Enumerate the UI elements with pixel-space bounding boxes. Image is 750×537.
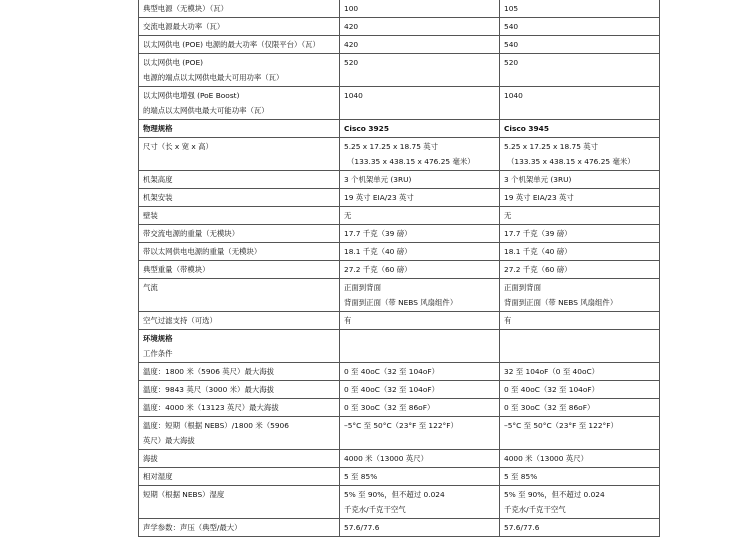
table-row — [139, 0, 660, 18]
cisco-3945-value-cell — [500, 330, 660, 363]
row-label: 带交流电源的重量（无模块） — [143, 229, 240, 238]
cisco-3945-value-cell — [500, 225, 660, 243]
cisco-3925-value: 420 — [344, 40, 359, 49]
table-row — [139, 207, 660, 225]
cisco-3925-value: Cisco 3925 — [344, 124, 389, 133]
cisco-3945-value-cell — [500, 363, 660, 381]
cisco-3945-value: 5% 至 90%，但不超过 0.024 — [504, 490, 605, 499]
cisco-3925-value-cell — [340, 399, 500, 417]
row-label: 以太网供电 (POE) 电源的最大功率（仅限平台）（瓦） — [143, 40, 320, 49]
cisco-3925-value-cell — [340, 36, 500, 54]
cisco-3945-value: –5°C 至 50°C（23°F 至 122°F） — [504, 421, 618, 430]
table-row — [139, 138, 660, 171]
cisco-3945-value-cell — [500, 312, 660, 330]
cisco-3945-value-cell — [500, 87, 660, 120]
row-label-cell — [139, 54, 340, 87]
cisco-3925-value-cell — [340, 279, 500, 312]
cisco-3925-value-cell — [340, 225, 500, 243]
cisco-3925-value: 0 至 40oC（32 至 104oF） — [344, 385, 440, 394]
row-label: 典型电源（无模块）（瓦） — [143, 4, 228, 13]
cisco-3945-value-cell — [500, 18, 660, 36]
cisco-3945-value: 5.25 x 17.25 x 18.75 英寸 — [504, 142, 599, 151]
cisco-3925-value: 有 — [344, 316, 352, 325]
cisco-3945-value-cell — [500, 189, 660, 207]
row-label: 带以太网供电电源的重量（无模块） — [143, 247, 262, 256]
row-label-cell — [139, 243, 340, 261]
cisco-3925-value: 1040 — [344, 91, 363, 100]
cisco-3925-value: 0 至 30oC（32 至 86oF） — [344, 403, 435, 412]
cisco-3945-value-cell — [500, 399, 660, 417]
cisco-3925-value-cell — [340, 243, 500, 261]
table-row — [139, 399, 660, 417]
cisco-3945-value: 5 至 85% — [504, 472, 538, 481]
cisco-3925-value: 无 — [344, 211, 352, 220]
cisco-3925-value-cell — [340, 312, 500, 330]
table-row — [139, 450, 660, 468]
cisco-3945-value-cell — [500, 0, 660, 18]
row-label: 英尺）最大海拔 — [143, 436, 195, 445]
cisco-3925-value: 正面到背面 — [344, 283, 381, 292]
cisco-3925-value-cell — [340, 519, 500, 537]
table-row — [139, 87, 660, 120]
row-label: 壁装 — [143, 211, 158, 220]
cisco-3945-value-cell — [500, 417, 660, 450]
cisco-3925-value-cell — [340, 381, 500, 399]
cisco-3945-value-cell — [500, 486, 660, 519]
row-label: 以太网供电 (POE) — [143, 58, 204, 67]
row-label: 物理规格 — [143, 124, 173, 133]
cisco-3945-value: 背面到正面（带 NEBS 风扇组件） — [504, 298, 618, 307]
table-row — [139, 171, 660, 189]
cisco-3945-value-cell — [500, 261, 660, 279]
row-label-cell — [139, 0, 340, 18]
table-row — [139, 417, 660, 450]
row-label-cell — [139, 225, 340, 243]
cisco-3945-value: 540 — [504, 22, 519, 31]
column-header-row — [139, 120, 660, 138]
cisco-3925-value-cell — [340, 330, 500, 363]
cisco-3945-value: 4000 米（13000 英尺） — [504, 454, 588, 463]
cisco-3925-value: 3 个机架单元 (3RU) — [344, 175, 412, 184]
cisco-3925-value-cell — [340, 417, 500, 450]
cisco-3925-value-cell — [340, 363, 500, 381]
row-label-cell — [139, 18, 340, 36]
cisco-3945-value-cell — [500, 519, 660, 537]
table-row — [139, 486, 660, 519]
cisco-3925-value: 5% 至 90%，但不超过 0.024 — [344, 490, 445, 499]
cisco-3945-value-cell — [500, 120, 660, 138]
cisco-3945-value: 27.2 千克（60 磅） — [504, 265, 572, 274]
cisco-3925-value: 0 至 40oC（32 至 104oF） — [344, 367, 440, 376]
spec-table-body — [139, 0, 660, 537]
row-label: 气流 — [143, 283, 158, 292]
row-label-cell — [139, 312, 340, 330]
row-label: 机架高度 — [143, 175, 173, 184]
row-label: 温度：9843 英尺（3000 米）最大海拔 — [143, 385, 275, 394]
row-label-cell — [139, 381, 340, 399]
table-row — [139, 519, 660, 537]
cisco-3945-value: 1040 — [504, 91, 523, 100]
cisco-3925-value: 19 英寸 EIA/23 英寸 — [344, 193, 414, 202]
cisco-3925-value: 5.25 x 17.25 x 18.75 英寸 — [344, 142, 439, 151]
cisco-3945-value-cell — [500, 381, 660, 399]
row-label: 尺寸（长 x 宽 x 高） — [143, 142, 213, 151]
cisco-3925-value-cell — [340, 171, 500, 189]
cisco-3945-value: 32 至 104oF（0 至 40oC） — [504, 367, 600, 376]
cisco-3925-value-cell — [340, 18, 500, 36]
table-row — [139, 243, 660, 261]
cisco-3925-value-cell — [340, 450, 500, 468]
cisco-3925-value: （133.35 x 438.15 x 476.25 毫米） — [347, 157, 475, 166]
row-label-cell — [139, 36, 340, 54]
table-row — [139, 189, 660, 207]
cisco-3945-value: 0 至 40oC（32 至 104oF） — [504, 385, 600, 394]
cisco-3945-value: 0 至 30oC（32 至 86oF） — [504, 403, 595, 412]
cisco-3945-value: 17.7 千克（39 磅） — [504, 229, 572, 238]
row-label: 海拔 — [143, 454, 158, 463]
cisco-3945-value: 无 — [504, 211, 512, 220]
row-label: 以太网供电增强 (PoE Boost) — [143, 91, 240, 100]
row-label: 温度：1800 米（5906 英尺）最大海拔 — [143, 367, 275, 376]
cisco-3945-value: 千克水/千克干空气 — [504, 505, 566, 514]
cisco-3925-value-cell — [340, 207, 500, 225]
table-row — [139, 381, 660, 399]
cisco-3945-value-cell — [500, 36, 660, 54]
cisco-3925-value-cell — [340, 189, 500, 207]
row-label: 声学参数：声压（典型/最大） — [143, 523, 242, 532]
row-label: 温度：4000 米（13123 英尺）最大海拔 — [143, 403, 279, 412]
row-label-cell — [139, 138, 340, 171]
table-row — [139, 468, 660, 486]
cisco-3945-value: 540 — [504, 40, 519, 49]
cisco-3945-value-cell — [500, 279, 660, 312]
cisco-3925-value-cell — [340, 0, 500, 18]
row-label: 典型重量（带模块） — [143, 265, 210, 274]
row-label-cell — [139, 330, 340, 363]
row-label-cell — [139, 261, 340, 279]
row-label: 交流电源最大功率（瓦） — [143, 22, 225, 31]
row-label: 空气过滤支持（可选） — [143, 316, 217, 325]
cisco-3945-value: 520 — [504, 58, 519, 67]
row-label: 相对湿度 — [143, 472, 173, 481]
row-label-cell — [139, 399, 340, 417]
cisco-3945-value: 105 — [504, 4, 519, 13]
cisco-3945-value: 有 — [504, 316, 512, 325]
row-label-cell — [139, 363, 340, 381]
table-row — [139, 54, 660, 87]
cisco-3925-value-cell — [340, 468, 500, 486]
row-label: 温度：短期（根据 NEBS）/1800 米（5906 — [143, 421, 289, 430]
spec-document — [138, 0, 658, 537]
cisco-3945-value-cell — [500, 138, 660, 171]
table-row — [139, 279, 660, 312]
row-label-cell — [139, 120, 340, 138]
cisco-3925-value: 千克水/千克干空气 — [344, 505, 406, 514]
row-label-cell — [139, 279, 340, 312]
row-label: 电源的端点以太网供电最大可用功率（瓦） — [143, 73, 284, 82]
cisco-3925-value: 57.6/77.6 — [344, 523, 380, 532]
row-label: 机架安装 — [143, 193, 173, 202]
cisco-3925-value-cell — [340, 120, 500, 138]
cisco-3945-value-cell — [500, 468, 660, 486]
row-label-cell — [139, 450, 340, 468]
row-label: 环境规格 — [143, 334, 173, 343]
cisco-3945-value-cell — [500, 207, 660, 225]
row-label-cell — [139, 468, 340, 486]
cisco-3925-value: –5°C 至 50°C（23°F 至 122°F） — [344, 421, 458, 430]
table-row — [139, 36, 660, 54]
cisco-3945-value: 19 英寸 EIA/23 英寸 — [504, 193, 574, 202]
section-row — [139, 330, 660, 363]
table-row — [139, 18, 660, 36]
table-row — [139, 225, 660, 243]
cisco-3945-value-cell — [500, 171, 660, 189]
cisco-3925-value: 100 — [344, 4, 359, 13]
row-label: 的端点以太网供电最大可能功率（瓦） — [143, 106, 269, 115]
cisco-3945-value-cell — [500, 54, 660, 87]
table-row — [139, 312, 660, 330]
cisco-3925-value: 420 — [344, 22, 359, 31]
row-label-cell — [139, 486, 340, 519]
table-row — [139, 363, 660, 381]
cisco-3925-value-cell — [340, 87, 500, 120]
row-label: 短期（根据 NEBS）湿度 — [143, 490, 225, 499]
cisco-3945-value: 57.6/77.6 — [504, 523, 540, 532]
cisco-3925-value-cell — [340, 54, 500, 87]
cisco-3925-value-cell — [340, 486, 500, 519]
cisco-3925-value: 18.1 千克（40 磅） — [344, 247, 412, 256]
row-label-cell — [139, 417, 340, 450]
row-label-cell — [139, 171, 340, 189]
cisco-3945-value: 18.1 千克（40 磅） — [504, 247, 572, 256]
cisco-3925-value: 4000 米（13000 英尺） — [344, 454, 428, 463]
row-label-cell — [139, 519, 340, 537]
cisco-3925-value: 5 至 85% — [344, 472, 378, 481]
spec-table — [138, 0, 660, 537]
row-label: 工作条件 — [143, 349, 173, 358]
cisco-3945-value-cell — [500, 243, 660, 261]
cisco-3945-value: 3 个机架单元 (3RU) — [504, 175, 572, 184]
cisco-3925-value-cell — [340, 138, 500, 171]
row-label-cell — [139, 87, 340, 120]
cisco-3925-value: 27.2 千克（60 磅） — [344, 265, 412, 274]
cisco-3945-value-cell — [500, 450, 660, 468]
cisco-3925-value: 17.7 千克（39 磅） — [344, 229, 412, 238]
row-label-cell — [139, 189, 340, 207]
row-label-cell — [139, 207, 340, 225]
cisco-3925-value: 背面到正面（带 NEBS 风扇组件） — [344, 298, 458, 307]
cisco-3945-value: （133.35 x 438.15 x 476.25 毫米） — [507, 157, 635, 166]
cisco-3945-value: 正面到背面 — [504, 283, 541, 292]
table-row — [139, 261, 660, 279]
cisco-3925-value-cell — [340, 261, 500, 279]
cisco-3945-value: Cisco 3945 — [504, 124, 549, 133]
cisco-3925-value: 520 — [344, 58, 359, 67]
